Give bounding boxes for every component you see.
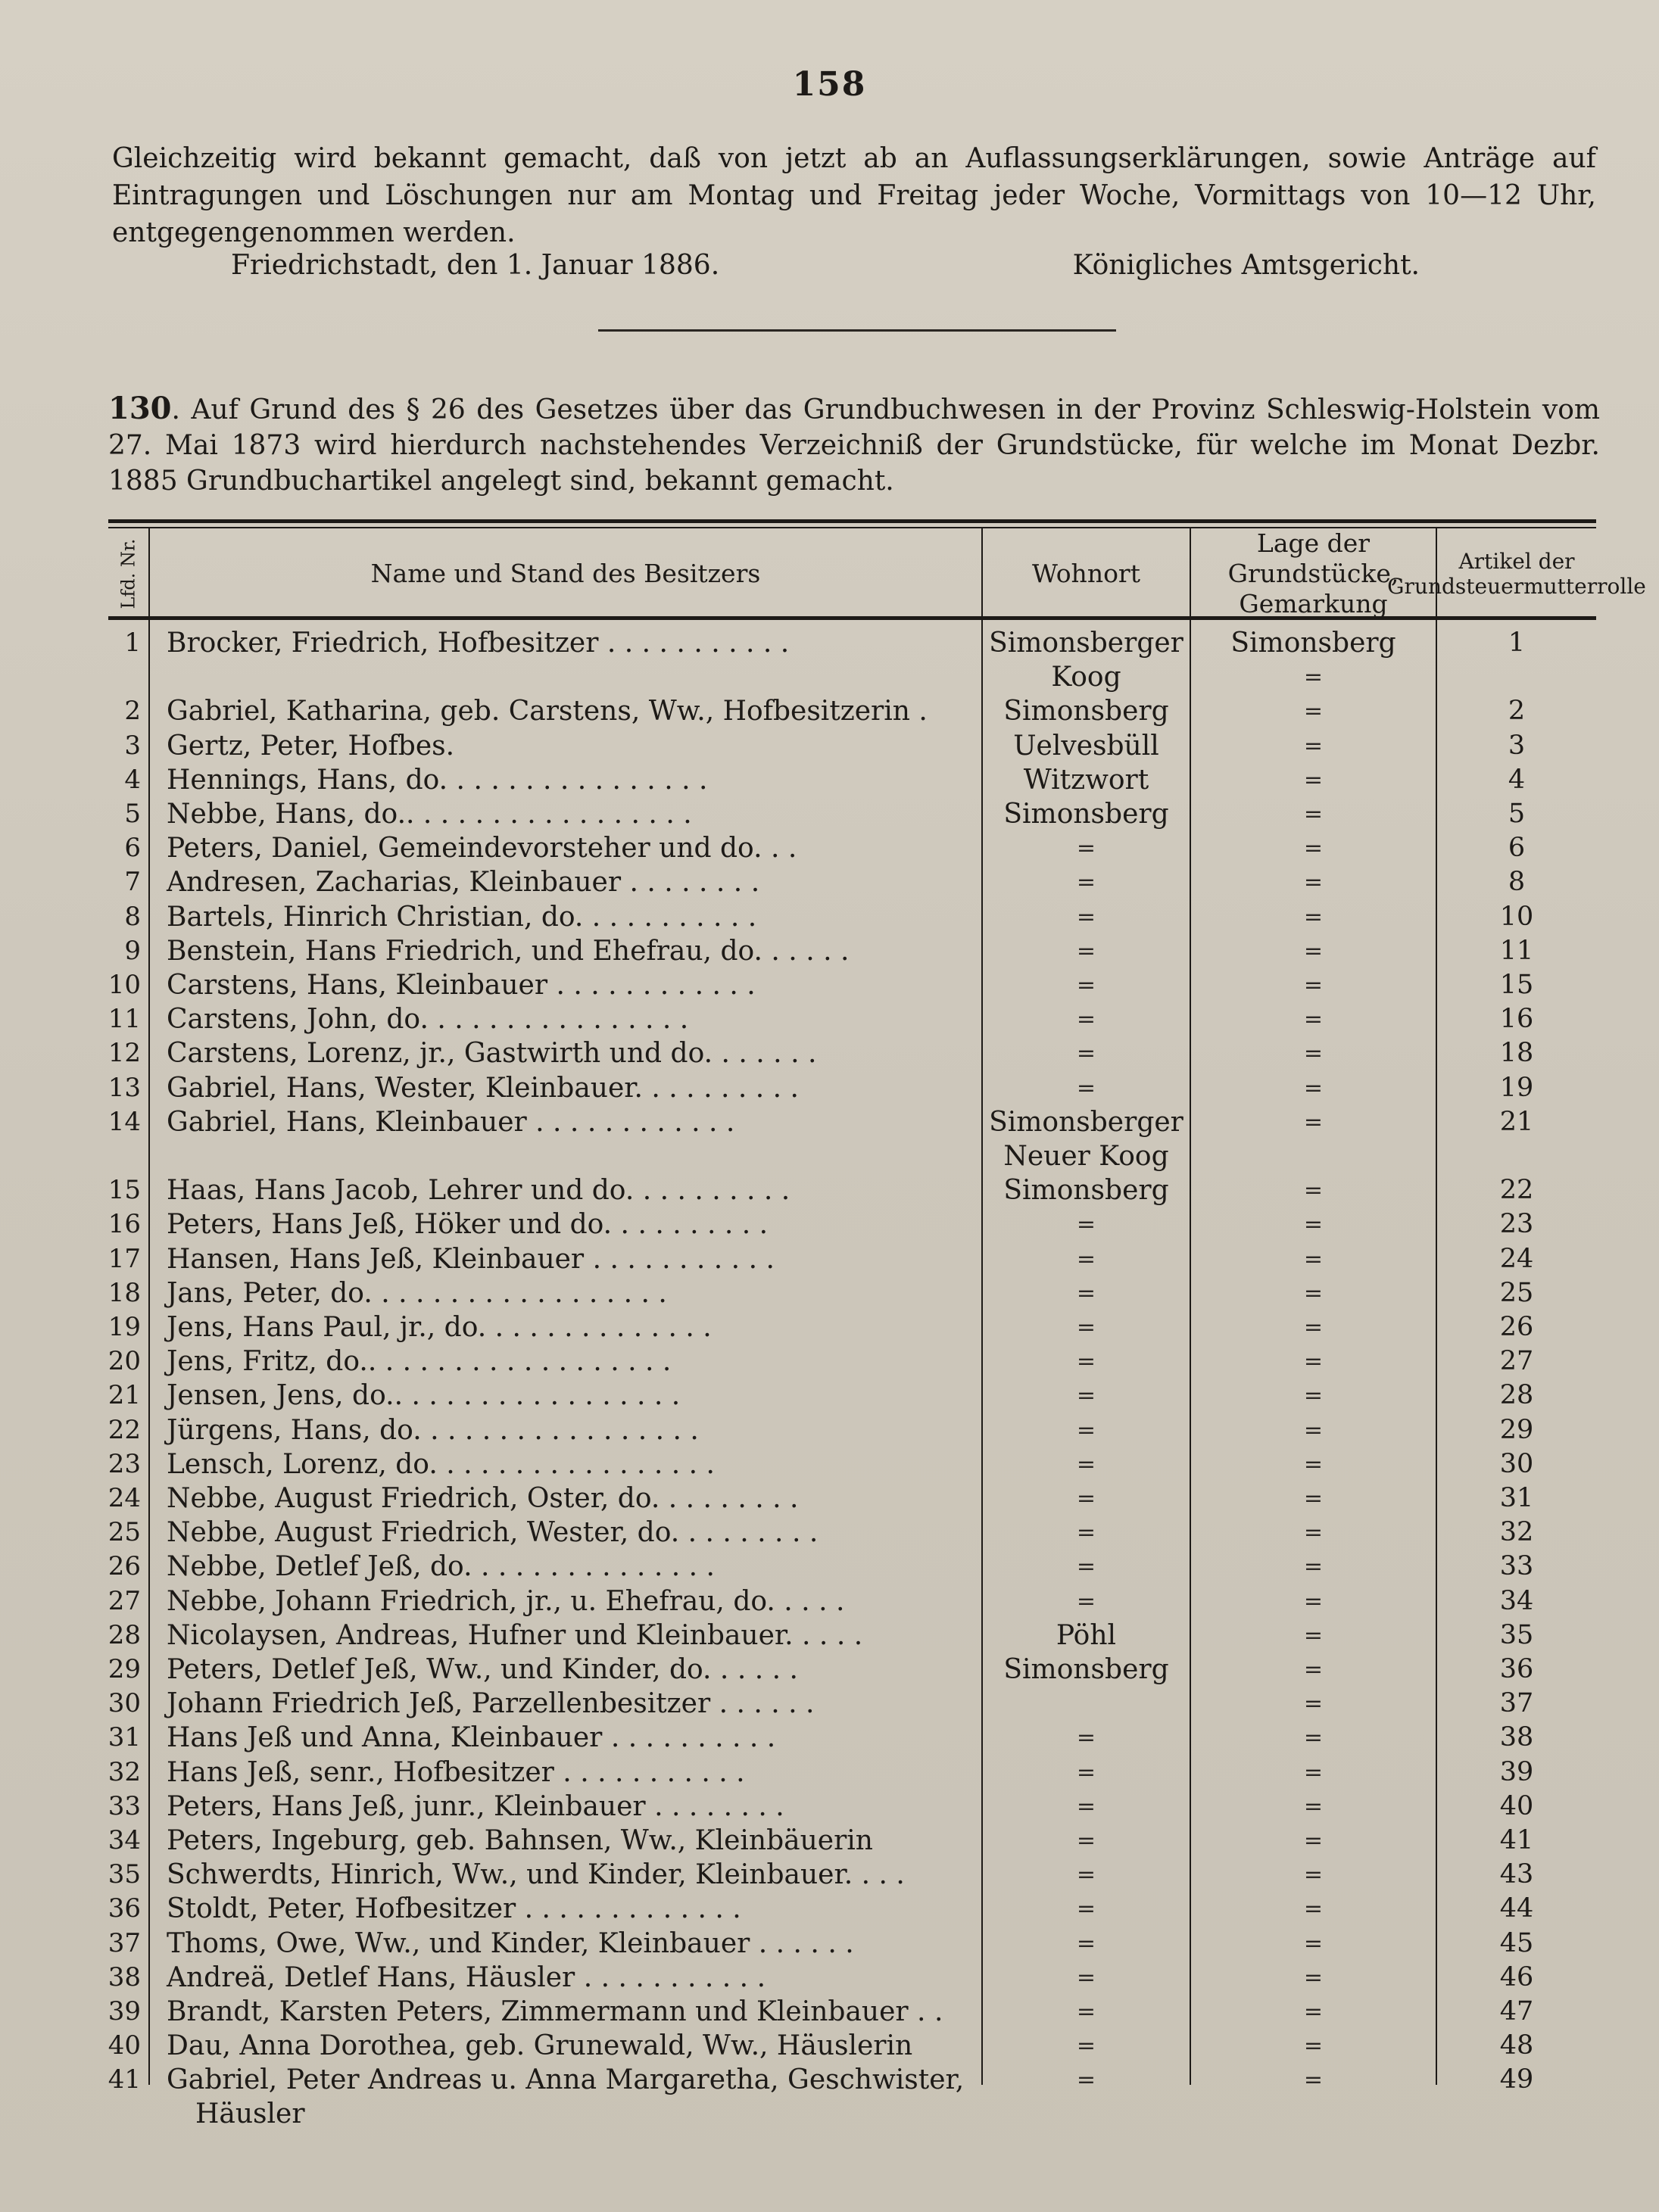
article-number: 33	[1499, 1551, 1534, 1582]
row-number: 15	[108, 1175, 141, 1206]
location: =	[1303, 1622, 1324, 1649]
row-number: 9	[124, 935, 141, 966]
article-number: 5	[1508, 799, 1526, 829]
article-number: 32	[1499, 1517, 1534, 1548]
header-residence: Wohnort	[981, 528, 1190, 619]
residence: =	[1076, 1519, 1096, 1547]
header-name: Name und Stand des Besitzers	[148, 528, 981, 619]
article-number: 46	[1499, 1961, 1534, 1992]
owner-name: Jans, Peter, do. . . . . . . . . . . . . . . . . .	[167, 1277, 667, 1309]
announcement: 130. Auf Grund des § 26 des Gesetzes über das Grundbuchwesen in der Provinz Schleswig-Holstein vom 27. Mai 1873 wird hierdurch nachstehendes Verzeichniß der Grundstücke, für welche im Monat Dezbr. 1885 Grundbuchartikel angelegt sind, bekannt gemacht.	[108, 391, 1601, 497]
owner-name: Nebbe, Detlef Jeß, do. . . . . . . . . . . . . . .	[167, 1551, 715, 1583]
article-number: 37	[1499, 1688, 1534, 1719]
location: =	[1303, 1519, 1324, 1547]
owner-name-line: Gabriel, Peter Andreas u. Anna Margaretha, Geschwister,	[167, 2064, 965, 2096]
header-number: Lfd. Nr.	[117, 538, 139, 609]
location: =	[1303, 1896, 1324, 1923]
owner-name: Nebbe, August Friedrich, Wester, do. . . . . . . . .	[167, 1517, 819, 1549]
owner-name: Peters, Ingeburg, geb. Bahnsen, Ww., Kleinbäuerin	[167, 1825, 873, 1856]
row-number: 24	[108, 1483, 141, 1513]
article-number: 22	[1499, 1175, 1534, 1206]
location: =	[1303, 1724, 1324, 1752]
residence: Simonsberg	[1003, 1654, 1169, 1685]
residence: =	[1076, 1006, 1096, 1033]
row-number: 35	[108, 1859, 141, 1890]
article-number: 40	[1499, 1790, 1534, 1821]
article-number: 28	[1499, 1380, 1534, 1411]
intro-notice	[112, 140, 1596, 251]
owner-name: Hans Jeß, senr., Hofbesitzer . . . . . . . . . . .	[167, 1756, 745, 1788]
location: =	[1303, 1006, 1324, 1033]
owner-name: Jürgens, Hans, do. . . . . . . . . . . . . . . . .	[167, 1414, 699, 1446]
location: =	[1303, 664, 1324, 691]
residence: =	[1076, 835, 1096, 862]
row-number: 17	[108, 1243, 141, 1274]
row-number: 27	[108, 1585, 141, 1616]
location: =	[1303, 1177, 1324, 1204]
owner-name: Peters, Daniel, Gemeindevorsteher und do. . .	[167, 833, 797, 865]
owner-name: Andresen, Zacharias, Kleinbauer . . . . . . . .	[167, 867, 760, 899]
residence: Simonsberger	[989, 1106, 1183, 1138]
owner-name: Nebbe, Johann Friedrich, jr., u. Ehefrau, do. . . . .	[167, 1585, 845, 1617]
owner-name: Hennings, Hans, do. . . . . . . . . . . . . . . .	[167, 764, 708, 796]
location: =	[1303, 1279, 1324, 1307]
owner-name: Benstein, Hans Friedrich, und Ehefrau, do. . . . . .	[167, 935, 850, 967]
article-number: 45	[1499, 1927, 1534, 1958]
article-number: 43	[1499, 1859, 1534, 1890]
location: =	[1303, 835, 1324, 862]
owner-name: Gabriel, Hans, Kleinbauer . . . . . . . . . . . .	[167, 1106, 735, 1138]
location: =	[1303, 1382, 1324, 1410]
row-number: 28	[108, 1619, 141, 1650]
row-number: 1	[124, 628, 141, 658]
location: =	[1303, 732, 1324, 759]
residence: =	[1076, 869, 1096, 896]
location: =	[1303, 766, 1324, 793]
row-number: 16	[108, 1209, 141, 1240]
residence: Koog	[1051, 662, 1121, 693]
article-number: 44	[1499, 1893, 1534, 1924]
residence: =	[1076, 2033, 1096, 2060]
owner-name: Peters, Hans Jeß, junr., Kleinbauer . . . . . . . .	[167, 1790, 784, 1822]
table-header	[108, 528, 1646, 620]
residence: =	[1076, 972, 1096, 999]
owner-name: Stoldt, Peter, Hofbesitzer . . . . . . . . . . . . .	[167, 1893, 741, 1925]
column-residence	[981, 620, 1190, 2094]
residence: =	[1076, 1793, 1096, 1820]
row-number: 32	[108, 1756, 141, 1787]
owner-name: Bartels, Hinrich Christian, do. . . . . . . . . . .	[167, 901, 757, 933]
location: =	[1303, 1211, 1324, 1238]
owner-name: Carstens, John, do. . . . . . . . . . . . . . . .	[167, 1004, 689, 1036]
residence: =	[1076, 1999, 1096, 2025]
row-number: 12	[108, 1038, 141, 1069]
residence: =	[1076, 1862, 1096, 1889]
residence: =	[1076, 1314, 1096, 1341]
owner-name: Nebbe, August Friedrich, Oster, do. . . . . . . . .	[167, 1483, 799, 1514]
owner-name: Carstens, Hans, Kleinbauer . . . . . . . . . . . .	[167, 970, 756, 1001]
location: =	[1303, 1245, 1324, 1273]
article-number: 3	[1508, 730, 1526, 761]
owner-name: Gabriel, Katharina, geb. Carstens, Ww., Hofbesitzerin .	[167, 696, 928, 727]
location: =	[1303, 1485, 1324, 1512]
residence: =	[1076, 1587, 1096, 1615]
row-number: 34	[108, 1825, 141, 1855]
location: =	[1303, 1862, 1324, 1889]
residence: =	[1076, 1040, 1096, 1067]
article-number: 26	[1499, 1312, 1534, 1342]
location: =	[1303, 937, 1324, 964]
property-table	[108, 519, 1646, 2130]
article-number: 4	[1508, 764, 1526, 795]
article-number: 18	[1499, 1038, 1534, 1069]
residence: =	[1076, 1759, 1096, 1786]
row-number: 13	[108, 1072, 141, 1103]
header-location: Lage der Grundstücke, Gemarkung	[1190, 528, 1436, 619]
location: =	[1303, 1553, 1324, 1581]
article-number: 2	[1508, 696, 1526, 727]
authority: Königliches Amtsgericht.	[1072, 250, 1420, 281]
residence: =	[1076, 1964, 1096, 1991]
location: =	[1303, 1793, 1324, 1820]
location: =	[1303, 1930, 1324, 1957]
row-number: 18	[108, 1277, 141, 1308]
row-number: 38	[108, 1961, 141, 1992]
residence: =	[1076, 1211, 1096, 1238]
owner-name: Johann Friedrich Jeß, Parzellenbesitzer . . . . . .	[167, 1688, 815, 1720]
location: =	[1303, 903, 1324, 930]
row-number: 3	[124, 730, 141, 761]
location: =	[1303, 1690, 1324, 1718]
article-number: 41	[1499, 1825, 1534, 1855]
owner-name: Schwerdts, Hinrich, Ww., und Kinder, Kleinbauer. . . .	[167, 1859, 905, 1891]
owner-name	[150, 2063, 981, 2131]
location: =	[1303, 1108, 1324, 1136]
owner-name: Peters, Detlef Jeß, Ww., und Kinder, do. . . . . .	[167, 1654, 798, 1685]
residence: Simonsberg	[1003, 799, 1169, 830]
owner-name: Andreä, Detlef Hans, Häusler . . . . . . . . . . .	[167, 1961, 766, 1993]
residence: =	[1076, 1930, 1096, 1957]
residence: =	[1076, 1485, 1096, 1512]
location: =	[1303, 1348, 1324, 1375]
owner-name: Haas, Hans Jacob, Lehrer und do. . . . . . . . . .	[167, 1175, 791, 1207]
residence: Uelvesbüll	[1013, 730, 1159, 762]
article-number: 48	[1499, 2030, 1534, 2061]
article-number: 1	[1508, 628, 1526, 658]
row-number: 25	[108, 1517, 141, 1548]
announcement-text: Auf Grund des § 26 des Gesetzes über das Grundbuchwesen in der Provinz Schleswig-Holstein vom 27. Mai 1873 wird hierdurch nachstehendes Verzeichniß der Grundstücke, für welche im Monat Dezbr. 1885 Grundbuchartikel angelegt sind, bekannt gemacht.	[108, 394, 1601, 497]
residence: =	[1076, 1416, 1096, 1444]
owner-name: Nebbe, Hans, do.. . . . . . . . . . . . . . . . .	[167, 799, 692, 830]
location: =	[1303, 1656, 1324, 1683]
location: =	[1303, 1450, 1324, 1478]
article-number: 39	[1499, 1756, 1534, 1787]
row-number: 37	[108, 1927, 141, 1958]
row-number: 6	[124, 833, 141, 864]
residence: =	[1076, 1724, 1096, 1752]
row-number: 31	[108, 1722, 141, 1753]
row-number: 20	[108, 1346, 141, 1377]
owner-name: Hans Jeß und Anna, Kleinbauer . . . . . . . . . .	[167, 1722, 776, 1754]
residence: =	[1076, 2067, 1096, 2094]
article-number: 49	[1499, 2064, 1534, 2095]
row-number: 33	[108, 1790, 141, 1821]
row-number: 23	[108, 1448, 141, 1479]
residence: =	[1076, 1245, 1096, 1273]
article-number: 27	[1499, 1346, 1534, 1377]
column-number	[108, 620, 148, 2095]
row-number: 8	[124, 901, 141, 932]
row-number: 21	[108, 1380, 141, 1411]
row-number: 11	[108, 1004, 141, 1035]
row-number: 10	[108, 970, 141, 1000]
residence: Simonsberg	[1003, 1175, 1169, 1207]
owner-name: Carstens, Lorenz, jr., Gastwirth und do. . . . . . .	[167, 1038, 817, 1070]
location: =	[1303, 1074, 1324, 1101]
article-number: 24	[1499, 1243, 1534, 1274]
location: =	[1303, 1999, 1324, 2025]
residence: =	[1076, 1450, 1096, 1478]
residence: =	[1076, 1382, 1096, 1410]
residence: Witzwort	[1023, 764, 1149, 796]
signature-row	[231, 250, 1420, 281]
owner-name: Gertz, Peter, Hofbes.	[167, 730, 455, 762]
table-body	[108, 620, 1596, 2130]
residence: Simonsberg	[1003, 696, 1169, 727]
row-number: 39	[108, 1996, 141, 2027]
announcement-number: 130	[108, 391, 172, 426]
residence: =	[1076, 903, 1096, 930]
location: =	[1303, 1759, 1324, 1786]
row-number: 30	[108, 1688, 141, 1719]
article-number: 23	[1499, 1209, 1534, 1240]
article-number: 29	[1499, 1414, 1534, 1445]
article-number: 36	[1499, 1654, 1534, 1684]
owner-name: Brocker, Friedrich, Hofbesitzer . . . . . . . . . . .	[167, 628, 790, 659]
article-number: 35	[1499, 1619, 1534, 1650]
article-number: 34	[1499, 1585, 1534, 1616]
owner-name: Brandt, Karsten Peters, Zimmermann und Kleinbauer . .	[167, 1996, 943, 2027]
location: Simonsberg	[1230, 628, 1396, 659]
residence: Pöhl	[1056, 1619, 1117, 1651]
header-article: Artikel der Grundsteuermutterrolle	[1436, 528, 1596, 619]
row-number: 22	[108, 1414, 141, 1445]
row-number: 41	[108, 2064, 141, 2095]
owner-name: Jens, Fritz, do.. . . . . . . . . . . . . . . . . .	[167, 1346, 672, 1378]
row-number: 40	[108, 2030, 141, 2061]
owner-name: Hansen, Hans Jeß, Kleinbauer . . . . . . . . . . .	[167, 1243, 775, 1275]
residence: =	[1076, 1074, 1096, 1101]
intro-paragraph: Gleichzeitig wird bekannt gemacht, daß von jetzt ab an Auflassungserklärungen, sowie Anträge auf Eintragungen und Löschungen nur am Montag und Freitag jeder Woche, Vormittags von 10—12 Uhr, entgegengenommen werden.	[112, 143, 1596, 248]
location: =	[1303, 972, 1324, 999]
location: =	[1303, 869, 1324, 896]
place-date: Friedrichstadt, den 1. Januar 1886.	[231, 250, 720, 281]
row-number: 2	[124, 696, 141, 727]
owner-name: Peters, Hans Jeß, Höker und do. . . . . . . . . .	[167, 1209, 769, 1241]
column-name	[148, 620, 981, 2130]
residence: =	[1076, 937, 1096, 964]
article-number: 11	[1499, 935, 1534, 966]
article-number: 38	[1499, 1722, 1534, 1753]
article-number: 25	[1499, 1277, 1534, 1308]
row-number: 4	[124, 764, 141, 795]
row-number: 29	[108, 1654, 141, 1684]
row-number: 7	[124, 867, 141, 898]
owner-name: Jens, Hans Paul, jr., do. . . . . . . . . . . . . .	[167, 1312, 712, 1343]
residence: Simonsberger	[989, 628, 1183, 659]
residence: =	[1076, 1827, 1096, 1854]
residence: =	[1076, 1553, 1096, 1581]
row-number: 14	[108, 1106, 141, 1137]
article-number: 21	[1499, 1106, 1534, 1137]
location: =	[1303, 1040, 1324, 1067]
article-number: 31	[1499, 1483, 1534, 1513]
article-number: 6	[1508, 833, 1526, 864]
article-number: 16	[1499, 1004, 1534, 1035]
owner-name: Gabriel, Hans, Wester, Kleinbauer. . . . . . . . . .	[167, 1072, 799, 1104]
location: =	[1303, 2033, 1324, 2060]
location: =	[1303, 1416, 1324, 1444]
owner-name-continuation: Häusler	[195, 2098, 305, 2130]
row-number: 36	[108, 1893, 141, 1924]
article-number: 15	[1499, 970, 1534, 1000]
article-number: 30	[1499, 1448, 1534, 1479]
table-top-rule	[108, 519, 1596, 523]
location: =	[1303, 1314, 1324, 1341]
row-number: 19	[108, 1312, 141, 1342]
owner-name: Jensen, Jens, do.. . . . . . . . . . . . . . . . .	[167, 1380, 681, 1412]
article-number: 47	[1499, 1996, 1534, 2027]
owner-name: Nicolaysen, Andreas, Hufner und Kleinbauer. . . . .	[167, 1619, 863, 1651]
article-number: 10	[1499, 901, 1534, 932]
residence: Neuer Koog	[1003, 1141, 1169, 1172]
residence: =	[1076, 1348, 1096, 1375]
location: =	[1303, 801, 1324, 827]
location: =	[1303, 2067, 1324, 2094]
page-number: 158	[792, 65, 867, 104]
owner-name: Dau, Anna Dorothea, geb. Grunewald, Ww., Häuslerin	[167, 2030, 913, 2062]
column-article	[1436, 620, 1596, 2095]
location: =	[1303, 1964, 1324, 1991]
column-location	[1190, 620, 1436, 2094]
residence: =	[1076, 1896, 1096, 1923]
location: =	[1303, 1587, 1324, 1615]
article-number: 8	[1508, 867, 1526, 898]
owner-name: Thoms, Owe, Ww., und Kinder, Kleinbauer . . . . . .	[167, 1927, 854, 1959]
owner-name: Lensch, Lorenz, do. . . . . . . . . . . . . . . . .	[167, 1448, 715, 1480]
residence: =	[1076, 1279, 1096, 1307]
section-divider	[598, 329, 1116, 332]
row-number: 5	[124, 799, 141, 829]
location: =	[1303, 698, 1324, 725]
article-number: 19	[1499, 1072, 1534, 1103]
location: =	[1303, 1827, 1324, 1854]
row-number: 26	[108, 1551, 141, 1582]
